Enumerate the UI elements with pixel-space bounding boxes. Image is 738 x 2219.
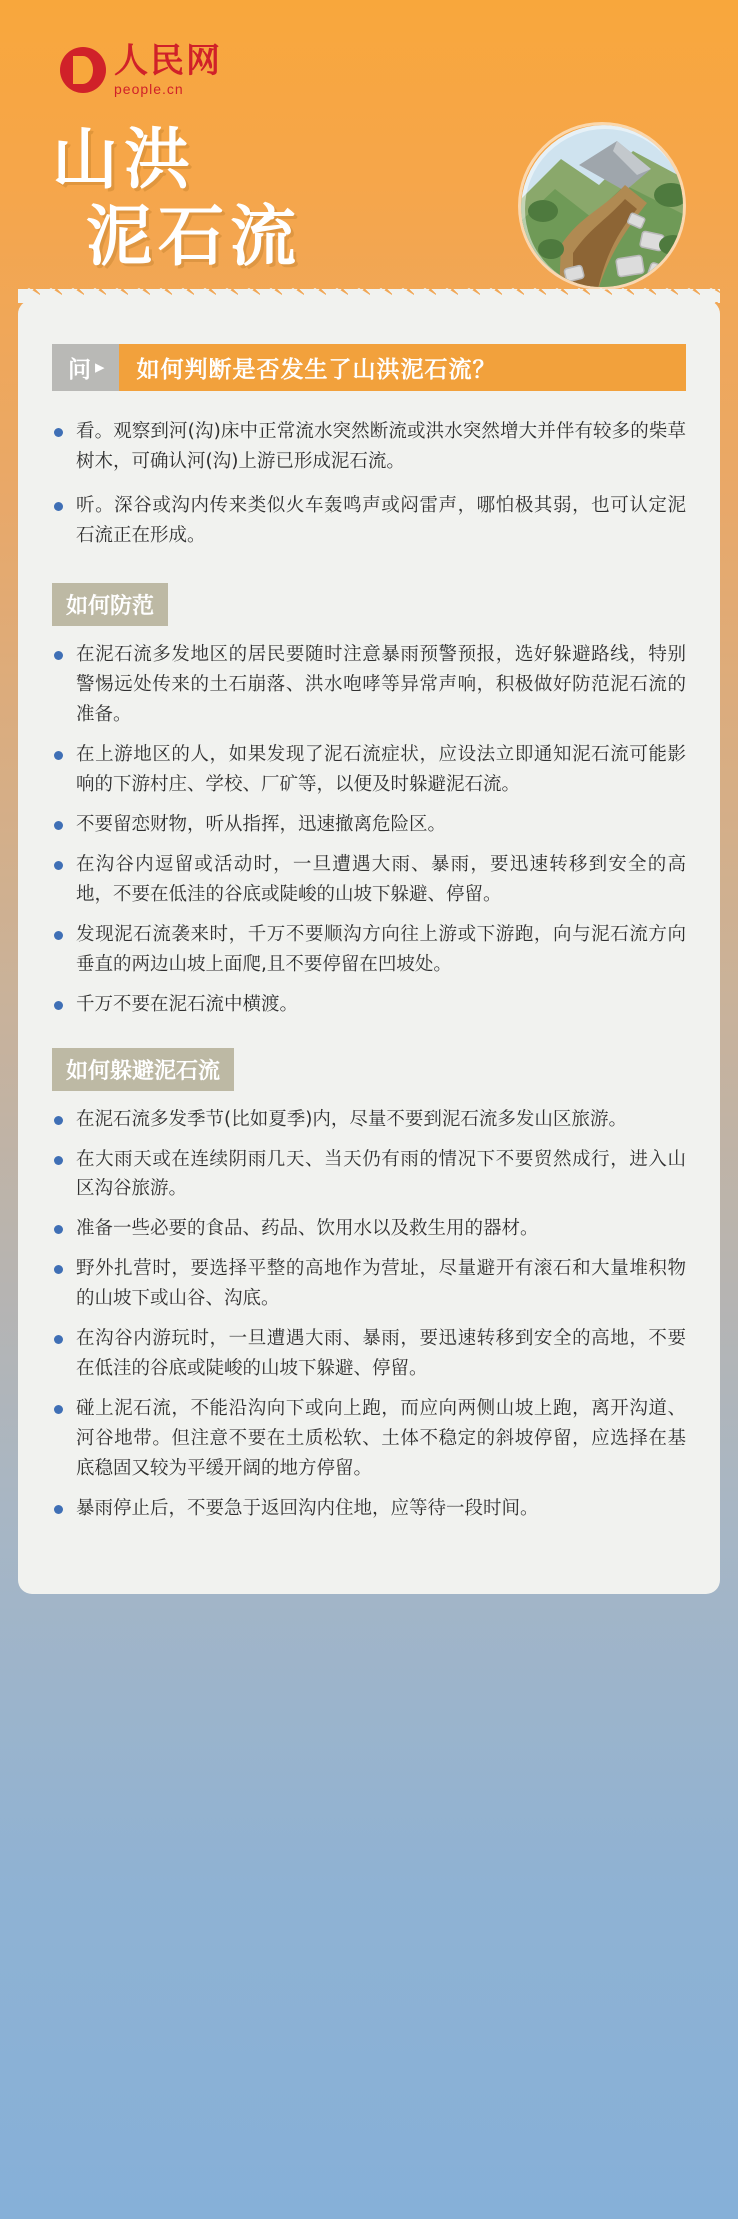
card-torn-edge — [18, 288, 720, 302]
logo-label-cn: 人民网 — [114, 41, 222, 81]
list-item: 碰上泥石流，不能沿沟向下或向上跑，而应向两侧山坡上跑，离开沟道、河谷地带。但注意不要在土质松软、土体不稳定的斜坡停留，应选择在基底稳固又较为平缓开阔的地方停留。 — [52, 1394, 686, 1484]
page-header — [0, 0, 738, 300]
judge-points-list — [52, 417, 686, 551]
section-tag-prevention: 如何防范 — [52, 583, 168, 626]
page-title-line-2: 泥石流 — [86, 197, 302, 275]
page-title-line-1: 山洪 — [52, 121, 196, 198]
list-item: 在大雨天或在连续阴雨几天、当天仍有雨的情况下不要贸然成行，进入山区沟谷旅游。 — [52, 1145, 686, 1205]
prevention-list — [52, 640, 686, 1020]
list-item: 在沟谷内逗留或活动时，一旦遭遇大雨、暴雨，要迅速转移到安全的高地，不要在低洼的谷底或陡峻的山坡下躲避、停留。 — [52, 850, 686, 910]
site-logo[interactable] — [60, 41, 738, 97]
avoidance-list — [52, 1105, 686, 1525]
card-bottom-spacer — [52, 1534, 686, 1560]
logo-label-en: people.cn — [114, 81, 184, 97]
question-text: 如何判断是否发生了山洪泥石流？ — [119, 344, 686, 391]
people-cn-logo-icon — [60, 47, 106, 93]
list-item: 不要留恋财物，听从指挥，迅速撤离危险区。 — [52, 810, 686, 840]
list-item: 准备一些必要的食品、药品、饮用水以及救生用的器材。 — [52, 1214, 686, 1244]
list-item: 在泥石流多发地区的居民要随时注意暴雨预警预报，选好躲避路线，特别警惕远处传来的土石崩落、洪水咆哮等异常声响，积极做好防范泥石流的准备。 — [52, 640, 686, 730]
question-banner — [52, 344, 686, 391]
list-item: 看。观察到河(沟)床中正常流水突然断流或洪水突然增大并伴有较多的柴草树木，可确认河(沟)上游已形成泥石流。 — [52, 417, 686, 477]
list-item: 听。深谷或沟内传来类似火车轰鸣声或闷雷声，哪怕极其弱，也可认定泥石流正在形成。 — [52, 491, 686, 551]
list-item: 发现泥石流袭来时，千万不要顺沟方向往上游或下游跑，向与泥石流方向垂直的两边山坡上面爬,且不要停留在凹坡处。 — [52, 920, 686, 980]
content-card — [18, 300, 720, 1594]
list-item: 在沟谷内游玩时，一旦遭遇大雨、暴雨，要迅速转移到安全的高地，不要在低洼的谷底或陡峻的山坡下躲避、停留。 — [52, 1324, 686, 1384]
landslide-illustration-icon — [518, 122, 686, 290]
arrow-right-icon: ▸ — [95, 356, 105, 378]
question-label-box — [52, 344, 119, 391]
question-label: 问 — [68, 357, 91, 383]
list-item: 千万不要在泥石流中横渡。 — [52, 990, 686, 1020]
list-item: 在泥石流多发季节(比如夏季)内，尽量不要到泥石流多发山区旅游。 — [52, 1105, 686, 1135]
list-item: 在上游地区的人，如果发现了泥石流症状，应设法立即通知泥石流可能影响的下游村庄、学校、厂矿等，以便及时躲避泥石流。 — [52, 740, 686, 800]
list-item: 野外扎营时，要选择平整的高地作为营址，尽量避开有滚石和大量堆积物的山坡下或山谷、沟底。 — [52, 1254, 686, 1314]
section-tag-avoidance: 如何躲避泥石流 — [52, 1048, 234, 1091]
list-item: 暴雨停止后，不要急于返回沟内住地，应等待一段时间。 — [52, 1494, 686, 1524]
